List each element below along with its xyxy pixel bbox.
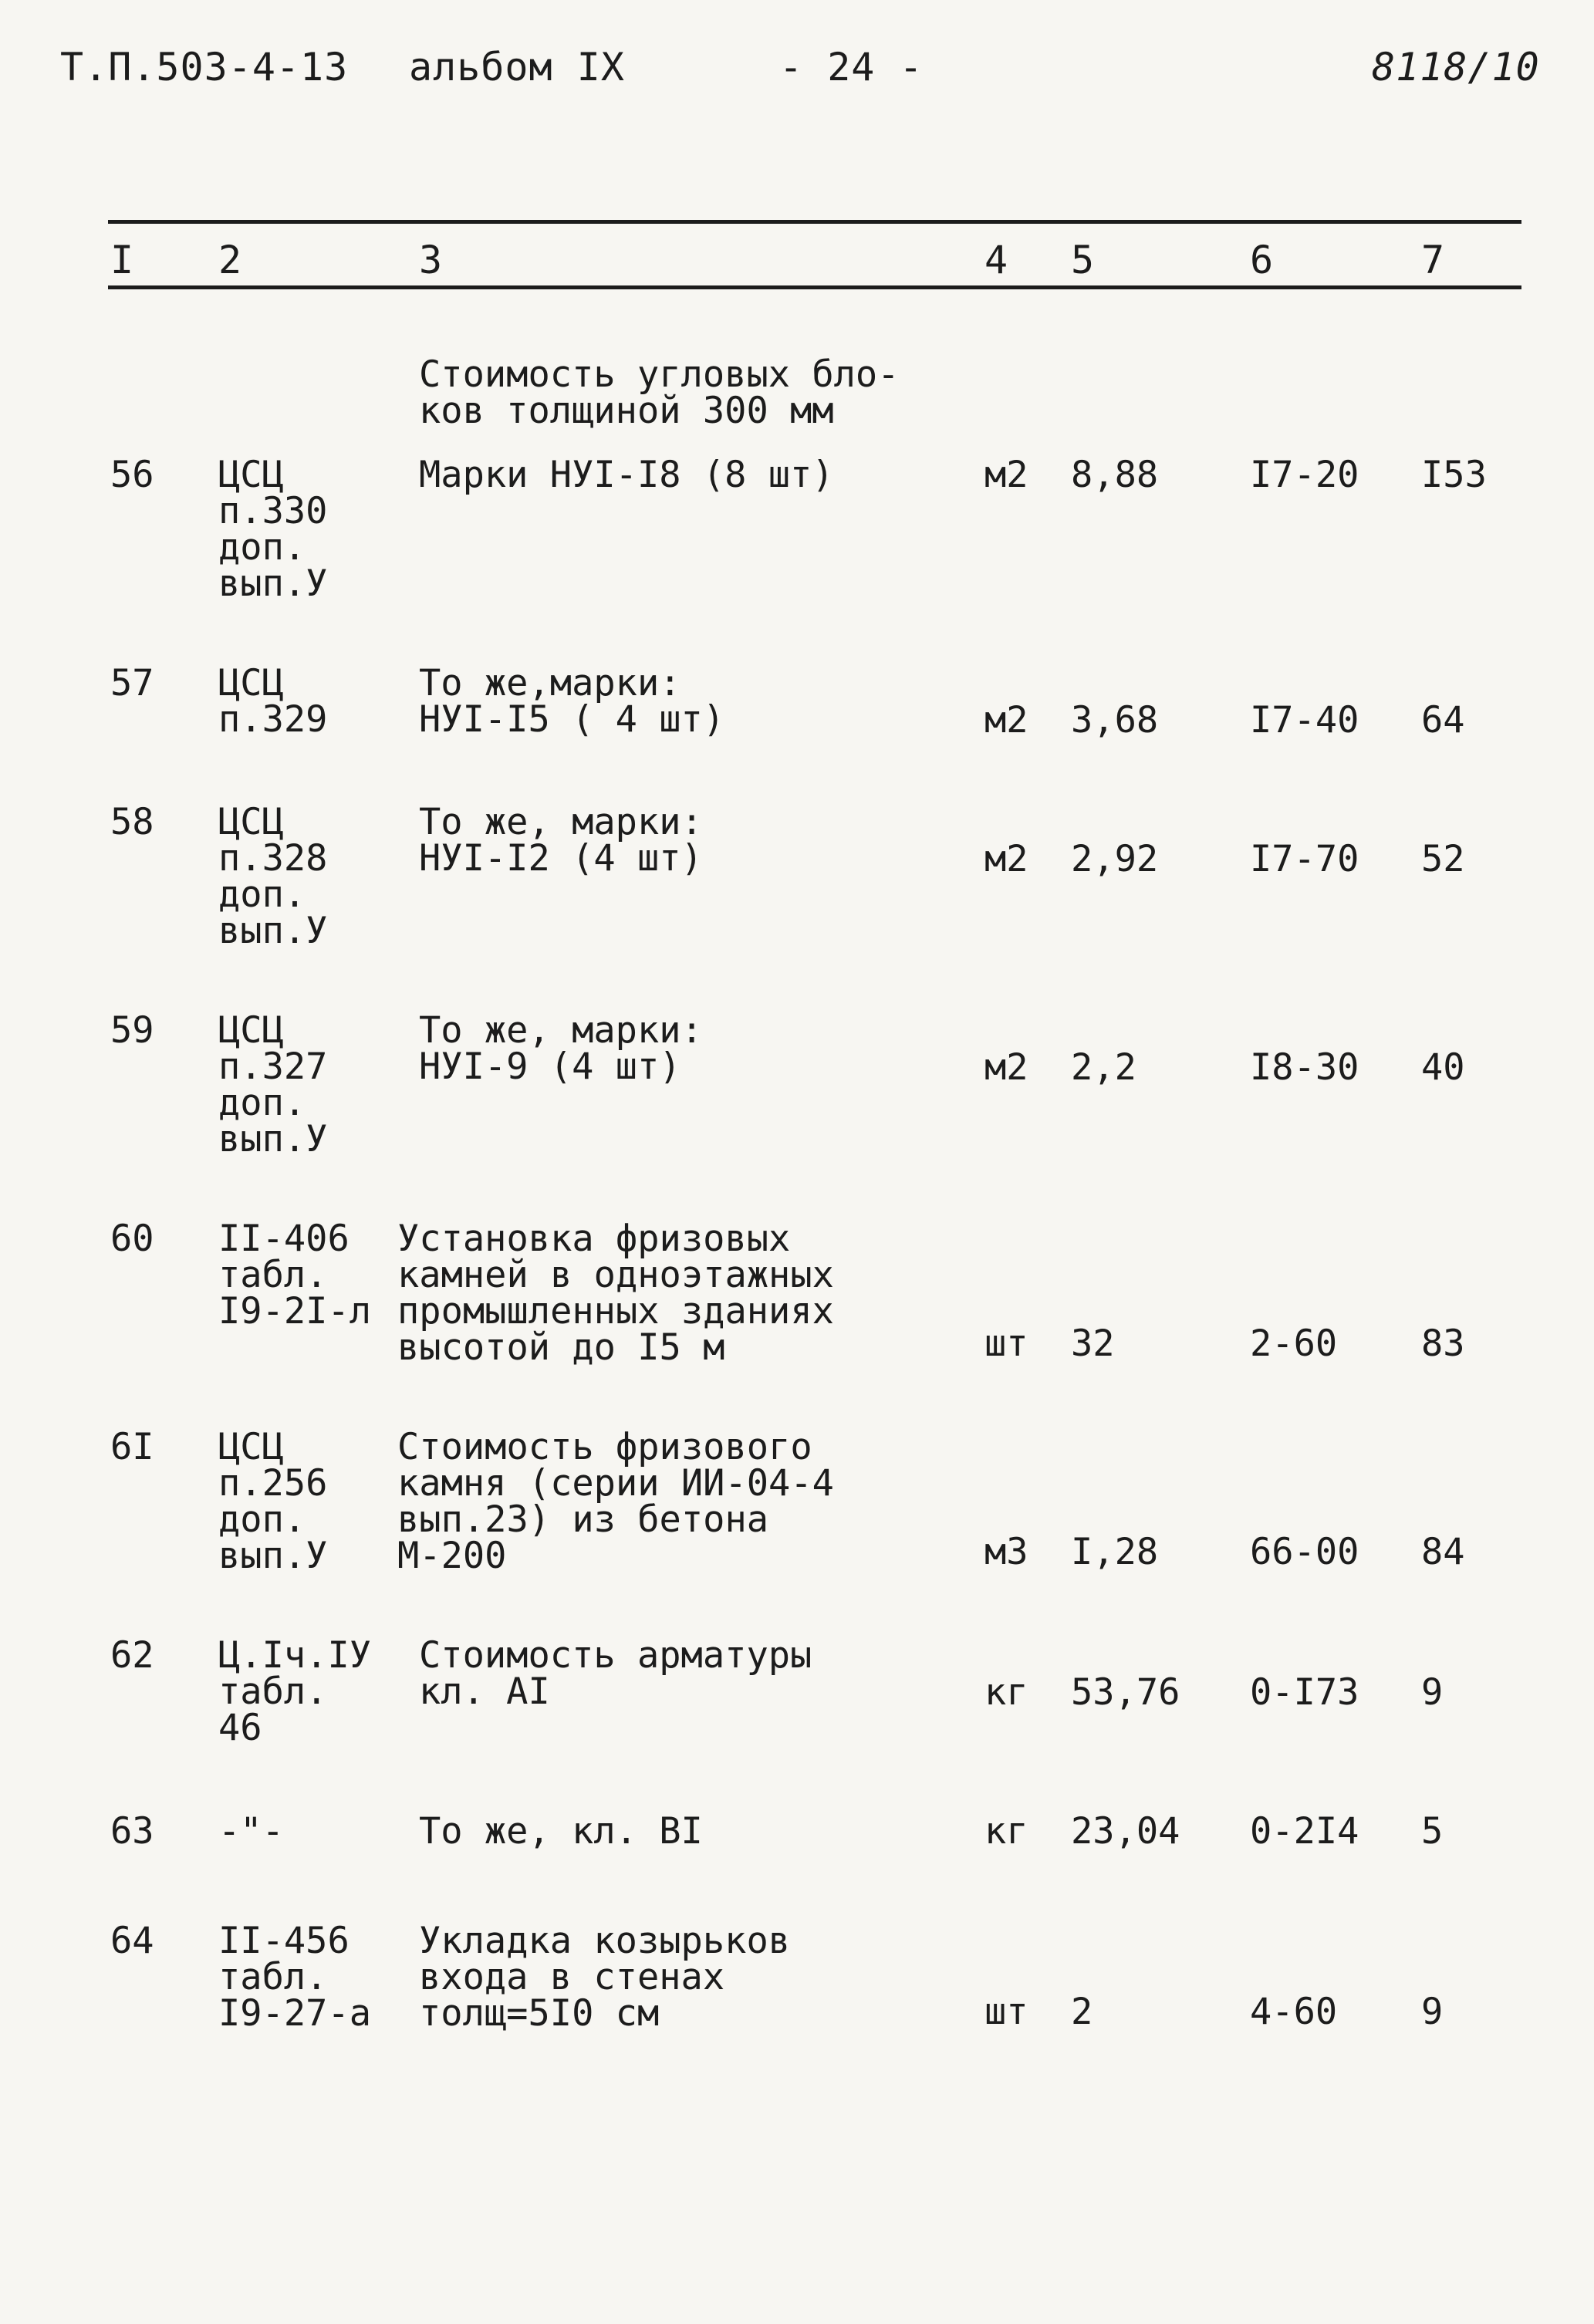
row-unit: шт [984,1322,1028,1365]
column-header-1: I [110,238,134,282]
row-reference: ЦСЦ п.330 доп. вып.У [218,454,328,605]
column-header-6: 6 [1250,238,1274,282]
row-number: 57 [110,662,154,704]
row-number: 60 [110,1218,154,1260]
row-quantity: I,28 [1071,1531,1159,1573]
row-unit: м2 [984,838,1028,880]
row-unit-price: 0-I73 [1250,1671,1359,1714]
row-reference: ЦСЦ п.329 [218,662,328,741]
row-unit: шт [984,1991,1028,2033]
row-total: 64 [1421,699,1465,741]
row-description: То же, кл. ВI [419,1810,703,1853]
row-total: 83 [1421,1322,1465,1365]
row-number: 58 [110,801,154,843]
row-total: 40 [1421,1046,1465,1089]
column-header-5: 5 [1071,238,1095,282]
row-number: 56 [110,454,154,496]
row-number: 59 [110,1009,154,1052]
row-unit: кг [984,1671,1028,1714]
row-reference: II-456 табл. I9-27-а [218,1920,372,2035]
row-unit: м2 [984,699,1028,741]
row-unit-price: 66-00 [1250,1531,1359,1573]
column-header-3: 3 [419,238,443,282]
row-quantity: 32 [1071,1322,1115,1365]
column-header-4: 4 [984,238,1008,282]
row-quantity: 8,88 [1071,454,1159,496]
row-unit-price: 0-2I4 [1250,1810,1359,1853]
row-total: 84 [1421,1531,1465,1573]
row-quantity: 23,04 [1071,1810,1180,1853]
row-unit-price: I8-30 [1250,1046,1359,1089]
row-description: Стоимость фризового камня (серии ИИ-04-4 вып.23) из бетона М-200 [397,1426,834,1577]
row-description: Установка фризовых камней в одноэтажных промышленных зданиях высотой до I5 м [397,1218,834,1369]
row-quantity: 2,2 [1071,1046,1136,1089]
row-quantity: 2,92 [1071,838,1159,880]
row-reference: ЦСЦ п.328 доп. вып.У [218,801,328,952]
document-code: Т.П.503-4-13 [60,45,349,90]
row-reference: -"- [218,1810,284,1853]
row-unit-price: I7-40 [1250,699,1359,741]
row-unit-price: I7-20 [1250,454,1359,496]
row-unit-price: 2-60 [1250,1322,1338,1365]
row-quantity: 3,68 [1071,699,1159,741]
row-number: 62 [110,1634,154,1677]
row-total: 5 [1421,1810,1444,1853]
row-description: Стоимость арматуры кл. АI [419,1634,812,1713]
row-number: 63 [110,1810,154,1853]
row-unit-price: I7-70 [1250,838,1359,880]
row-description: То же, марки: НУI-I2 (4 шт) [419,801,703,880]
row-description: То же,марки: НУI-I5 ( 4 шт) [419,662,725,741]
row-description: То же, марки: НУI-9 (4 шт) [419,1009,703,1088]
row-total: 9 [1421,1991,1444,2033]
row-number: 64 [110,1920,154,1962]
sheet-reference: 8118/10 [1372,45,1540,90]
column-header-7: 7 [1421,238,1445,282]
row-total: 52 [1421,838,1465,880]
row-reference: ЦСЦ п.256 доп. вып.У [218,1426,328,1577]
row-total: I53 [1421,454,1487,496]
row-unit: м2 [984,454,1028,496]
row-unit-price: 4-60 [1250,1991,1338,2033]
column-header-2: 2 [218,238,242,282]
row-reference: Ц.Iч.IУ табл. 46 [218,1634,372,1749]
table-header-rule [108,285,1521,289]
table-top-rule [108,220,1521,224]
row-reference: ЦСЦ п.327 доп. вып.У [218,1009,328,1160]
album-label: альбом IX [409,45,625,90]
row-unit: кг [984,1810,1028,1853]
row-quantity: 2 [1071,1991,1093,2033]
row-unit: м2 [984,1046,1028,1089]
page-number: - 24 - [779,45,924,90]
section-title: Стоимость угловых бло- ков толщиной 300 мм [419,353,900,432]
row-number: 6I [110,1426,154,1468]
row-total: 9 [1421,1671,1444,1714]
row-description: Марки НУI-I8 (8 шт) [419,454,834,496]
row-quantity: 53,76 [1071,1671,1180,1714]
row-unit: м3 [984,1531,1028,1573]
row-reference: II-406 табл. I9-2I-л [218,1218,372,1333]
row-description: Укладка козырьков входа в стенах толщ=5I0 см [419,1920,791,2035]
